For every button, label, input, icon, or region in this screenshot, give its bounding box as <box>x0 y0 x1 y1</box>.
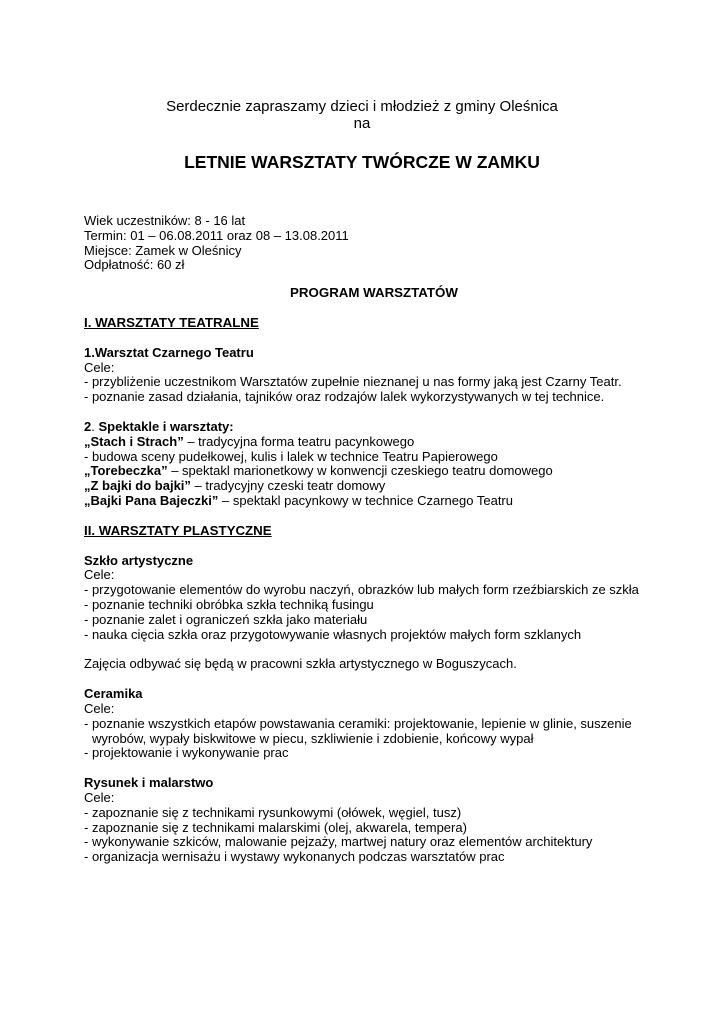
show-item <box>84 494 664 509</box>
subsection-title <box>84 420 664 435</box>
program-heading: PROGRAM WARSZTATÓW <box>290 285 458 301</box>
document-title: LETNIE WARSZTATY TWÓRCZE W ZAMKU <box>184 152 540 172</box>
show-item <box>84 464 664 479</box>
goal-item: - organizacja wernisażu i wystawy wykonanych podczas warsztatów prac <box>84 849 505 865</box>
title-separator: . <box>91 418 95 434</box>
show-name: „Stach i Strach” <box>84 433 184 449</box>
goal-item: - przybliżenie uczestnikom Warsztatów zupełnie nieznanej u nas formy jaką jest Czarny Teatr. <box>84 374 622 390</box>
show-desc: - budowa sceny pudełkowej, kulis i lalek w technice Teatru Papierowego <box>84 448 498 464</box>
title-text: Spektakle i warsztaty: <box>94 418 234 434</box>
goal-item: - przygotowanie elementów do wyrobu naczyń, obrazków lub małych form rzeźbiarskich ze szkła <box>84 582 639 598</box>
subsection-title: 1.Warsztat Czarnego Teatru <box>84 344 254 360</box>
section-heading-theatre: I. WARSZTATY TEATRALNE <box>84 314 259 330</box>
section-heading-visual-arts: II. WARSZTATY PLASTYCZNE <box>84 522 272 538</box>
goal-item: - zapoznanie się z technikami rysunkowymi (ołówek, węgiel, tusz) <box>84 804 462 820</box>
show-desc: – tradycyjna forma teatru pacynkowego <box>183 433 415 449</box>
goal-item: - poznanie techniki obróbka szkła techniką fusingu <box>84 596 374 612</box>
invitation-text <box>84 98 640 132</box>
title-number: 2 <box>84 418 92 434</box>
show-desc: – tradycyjny czeski teatr domowy <box>190 478 386 494</box>
goals-label: Cele: <box>84 789 115 805</box>
show-desc: – spektakl pacynkowy w technice Czarnego Teatru <box>218 492 513 508</box>
goal-item: - poznanie wszystkich etapów powstawania ceramiki: projektowanie, lepienie w glinie, suszenie <box>84 715 632 731</box>
document-body <box>84 214 664 865</box>
detail-fee: Odpłatność: 60 zł <box>84 257 185 273</box>
subsection-title: Ceramika <box>84 686 143 702</box>
goal-item: - poznanie zalet i ograniczeń szkła jako materiału <box>84 611 368 627</box>
goals-label: Cele: <box>84 700 115 716</box>
show-item <box>84 435 664 450</box>
invitation-line: na <box>353 115 371 132</box>
subsection-title: Szkło artystyczne <box>84 552 194 568</box>
invitation-line: Serdecznie zapraszamy dzieci i młodzież z gminy Oleśnica <box>166 98 558 115</box>
goal-item: - wykonywanie szkiców, malowanie pejzaży, martwej natury oraz elementów architektury <box>84 834 593 850</box>
goal-item-continued: wyrobów, wypały biskwitowe w piecu, szkliwienie i zdobienie, końcowy wypał <box>92 730 534 746</box>
goal-item: - projektowanie i wykonywanie prac <box>84 745 289 761</box>
show-item <box>84 479 664 494</box>
goal-item: - zapoznanie się z technikami malarskimi (olej, akwarela, tempera) <box>84 819 467 835</box>
detail-dates: Termin: 01 – 06.08.2011 oraz 08 – 13.08.2011 <box>84 227 349 243</box>
glass-note: Zajęcia odbywać się będą w pracowni szkła artystycznego w Boguszycach. <box>84 656 517 672</box>
show-name: „Bajki Pana Bajeczki” <box>84 492 219 508</box>
show-item <box>84 450 664 465</box>
goals-label: Cele: <box>84 359 115 375</box>
goals-label: Cele: <box>84 567 115 583</box>
detail-place: Miejsce: Zamek w Oleśnicy <box>84 242 242 258</box>
detail-age: Wiek uczestników: 8 - 16 lat <box>84 213 246 228</box>
goal-item: - nauka cięcia szkła oraz przygotowywanie własnych projektów małych form szklanych <box>84 626 582 642</box>
show-desc: – spektakl marionetkowy w konwencji czeskiego teatru domowego <box>167 463 553 479</box>
show-name: „Z bajki do bajki” <box>84 478 191 494</box>
show-name: „Torebeczka” <box>84 463 168 479</box>
subsection-title: Rysunek i malarstwo <box>84 775 214 791</box>
goal-item: - poznanie zasad działania, tajników oraz rodzajów lalek wykorzystywanych w tej technice. <box>84 389 605 405</box>
